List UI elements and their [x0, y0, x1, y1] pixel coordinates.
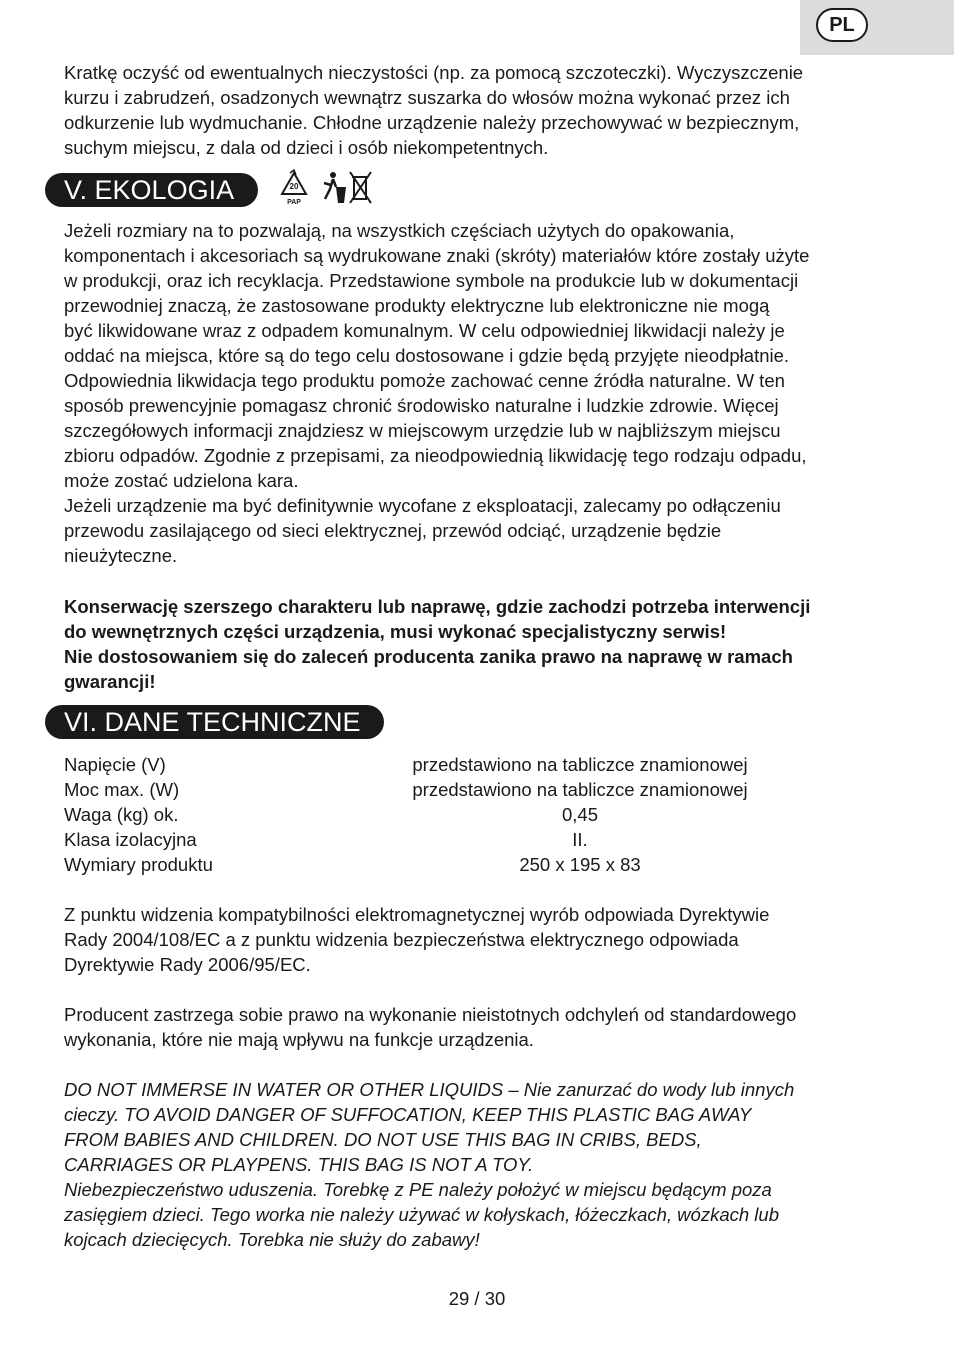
language-badge: PL [816, 8, 868, 42]
spec-label: Wymiary produktu [64, 854, 213, 875]
recycle-number: 20 [289, 182, 299, 191]
spec-value: 0,45 [561, 804, 598, 825]
spec-label: Napięcie (V) [64, 754, 166, 775]
service-warning: Konserwację szerszego charakteru lub naprawę, gdzie zachodzi potrzeba interwencji do wewnętrznych części urządzenia, musi wykonać specjalistyczny serwis! Nie dostosowaniem się do zaleceń producenta zanika prawo na naprawę w ramach gwarancji! [64, 596, 811, 692]
spec-row [64, 802, 894, 827]
spec-label: Waga (kg) ok. [64, 804, 179, 825]
recycle-label: PAP [287, 199, 301, 206]
spec-label: Klasa izolacyjna [64, 829, 197, 850]
emc-paragraph: Z punktu widzenia kompatybilności elektromagnetycznej wyrób odpowiada Dyrektywie Rady 2004/108/EC a z punktu widzenia bezpieczeństwa elektrycznego odpowiada Dyrektywie Rady 2006/95/EC. [64, 904, 770, 975]
spec-row [64, 827, 894, 852]
spec-value: przedstawiono na tabliczce znamionowej [412, 754, 748, 775]
section-heading-ecology: V. EKOLOGIA [45, 173, 258, 207]
section-heading-tech: VI. DANE TECHNICZNE [45, 705, 384, 739]
crossed-bin-icon [350, 172, 371, 203]
spec-label: Moc max. (W) [64, 779, 180, 800]
page-number: 29 / 30 [448, 1288, 506, 1309]
spec-value: przedstawiono na tabliczce znamionowej [412, 779, 748, 800]
language-tab [800, 0, 954, 55]
recycle-icon [282, 170, 306, 206]
reserve-paragraph: Producent zastrzega sobie prawo na wykonanie nieistotnych odchyleń od standardowego wykonania, które nie mają wpływu na funkcje urządzenia. [64, 1004, 797, 1050]
litter-bin-icon [324, 172, 346, 203]
spec-row [64, 752, 894, 777]
safety-warning: DO NOT IMMERSE IN WATER OR OTHER LIQUIDS – Nie zanurzać do wody lub innych cieczy. TO AVOID DANGER OF SUFFOCATION, KEEP THIS PLASTIC BAG AWAY FROM BABIES AND CHILDREN. DO NOT USE THIS BAG IN CRIBS, BEDS, CARRIAGES OR PLAYPENS. THIS BAG IS NOT A TOY. Niebezpieczeństwo uduszenia. Torebkę z PE należy położyć w miejscu będącym poza zasięgiem dzieci. Tego worka nie należy używać w kołyskach, łóżeczkach, wózkach lub kojcach dziecięcych. Torebka nie służy do zabawy! [64, 1079, 795, 1250]
spec-value: II. [572, 829, 588, 850]
intro-paragraph: Kratkę oczyść od ewentualnych nieczystości (np. za pomocą szczoteczki). Wyczyszczenie kurzu i zabrudzeń, osadzonych wewnątrz suszarka do włosów można wykonać przez ich odkurzenie lub wydmuchanie. Chłodne urządzenie należy przechowywać w bezpiecznym, suchym miejscu, z dala od dzieci i osób niekompetentnych. [64, 62, 804, 158]
ecology-icons [280, 169, 372, 207]
ecology-paragraph: Jeżeli rozmiary na to pozwalają, na wszystkich częściach użytych do opakowania, komponentach i akcesoriach są wydrukowane znaki (skróty) materiałów które zostały użyte w produkcji, oraz ich recyklacja. Przedstawione symbole na produkcie lub w dokumentacji przewodniej znaczą, że zastosowane produkty elektryczne lub elektroniczne nie mogą być likwidowane wraz z odpadem komunalnym. W celu odpowiedniej likwidacji należy je oddać na miejsca, które są do tego celu dostosowane i gdzie będą przyjęte nieodpłatnie. Odpowiednia likwidacja tego produktu pomoże zachować cenne źródła naturalne. W ten sposób prewencyjnie pomagasz chronić środowisko naturalne i ludzkie zdrowie. Więcej szczegółowych informacji znajdziesz w miejscowym urzędzie lub w najbliższym miejscu zbioru odpadów. Zgodnie z przepisami, za nieodpowiednią likwidację tego rodzaju odpadu, może zostać udzielona kara. Jeżeli urządzenie ma być definitywnie wycofane z eksploatacji, zalecamy po odłączeniu przewodu zasilającego od sieci elektrycznej, przewód odciąć, urządzenie będzie nieużyteczne. [64, 220, 810, 566]
spec-value: 250 x 195 x 83 [519, 854, 641, 875]
spec-row [64, 777, 894, 802]
spec-row [64, 852, 894, 877]
